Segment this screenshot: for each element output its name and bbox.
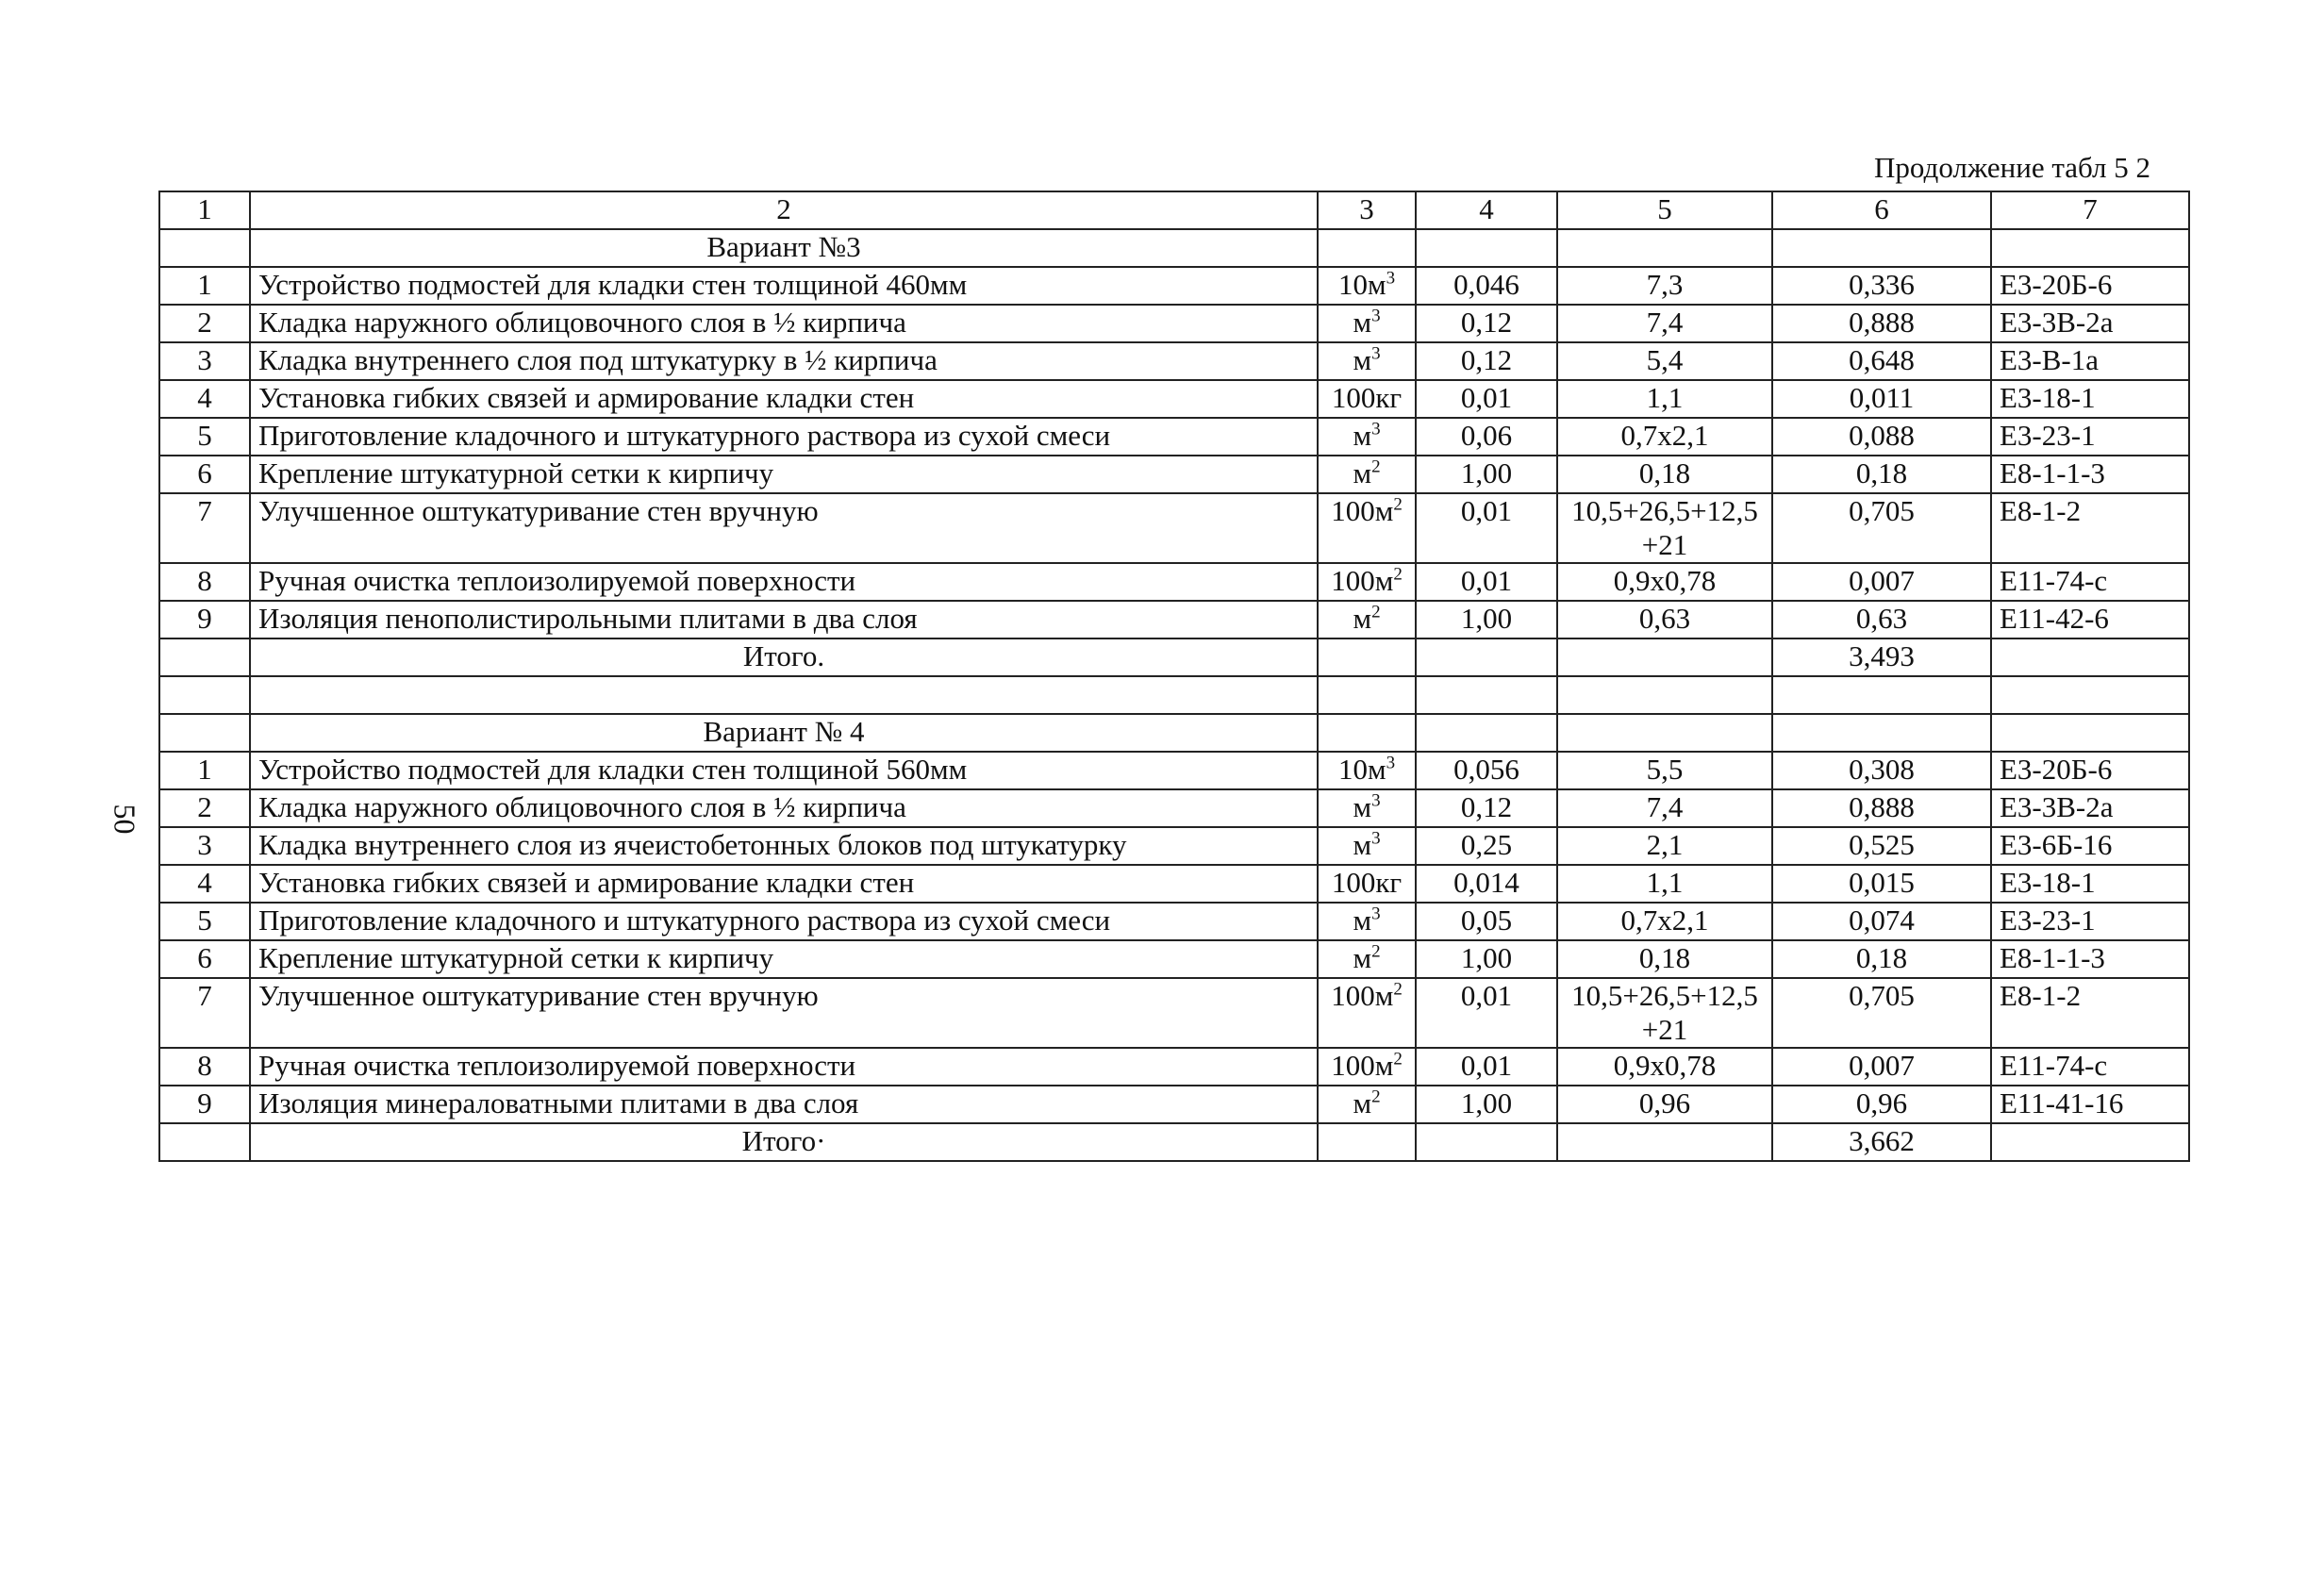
unit: 10м xyxy=(1337,268,1386,301)
total-row xyxy=(159,1123,2189,1161)
unit-exponent: 2 xyxy=(1393,564,1403,585)
header-cell: 4 xyxy=(1416,191,1557,229)
unit-cell xyxy=(1318,752,1416,789)
spacer-row xyxy=(159,676,2189,714)
table-row xyxy=(159,827,2189,865)
norm-code: Е3-23-1 xyxy=(1991,903,2189,940)
unit-cell xyxy=(1318,342,1416,380)
norm-code: Е11-74-с xyxy=(1991,563,2189,601)
labor-total: 0,63 xyxy=(1772,601,1991,638)
total-value: 3,493 xyxy=(1772,638,1991,676)
work-name: Кладка внутреннего слоя под штукатурку в ½ кирпича xyxy=(250,342,1318,380)
empty-cell xyxy=(159,229,250,267)
labor-norm: 1,1 xyxy=(1557,865,1772,903)
work-name: Ручная очистка теплоизолируемой поверхности xyxy=(250,1048,1318,1086)
labor-norm: 0,9х0,78 xyxy=(1557,1048,1772,1086)
table-row xyxy=(159,752,2189,789)
work-name: Кладка внутреннего слоя из ячеистобетонных блоков под штукатурку xyxy=(250,827,1318,865)
row-number: 2 xyxy=(159,305,250,342)
table-caption: Продолжение табл 5 2 xyxy=(1874,151,2150,184)
empty-cell xyxy=(1557,714,1772,752)
unit: м xyxy=(1353,456,1372,489)
norm-code: Е11-42-6 xyxy=(1991,601,2189,638)
labor-total: 0,088 xyxy=(1772,418,1991,456)
empty-cell xyxy=(1991,229,2189,267)
unit: 100м xyxy=(1331,564,1394,597)
norm-code: Е8-1-2 xyxy=(1991,978,2189,1048)
empty-cell xyxy=(1991,638,2189,676)
unit-cell xyxy=(1318,1086,1416,1123)
work-name: Изоляция минераловатными плитами в два слоя xyxy=(250,1086,1318,1123)
unit-cell xyxy=(1318,1048,1416,1086)
labor-total: 0,007 xyxy=(1772,1048,1991,1086)
quantity: 0,01 xyxy=(1416,978,1557,1048)
labor-total: 0,18 xyxy=(1772,456,1991,493)
norm-code: Е3-6Б-16 xyxy=(1991,827,2189,865)
labor-norm: 0,9х0,78 xyxy=(1557,563,1772,601)
table-row xyxy=(159,601,2189,638)
unit: 100м xyxy=(1331,494,1394,527)
labor-total: 0,336 xyxy=(1772,267,1991,305)
work-name: Кладка наружного облицовочного слоя в ½ кирпича xyxy=(250,305,1318,342)
unit-exponent: 3 xyxy=(1371,828,1381,849)
empty-cell xyxy=(1416,676,1557,714)
unit: 100м xyxy=(1331,979,1394,1012)
empty-cell xyxy=(1416,638,1557,676)
labor-total: 0,011 xyxy=(1772,380,1991,418)
total-label: Итого. xyxy=(250,638,1318,676)
labor-total: 0,888 xyxy=(1772,789,1991,827)
table-row xyxy=(159,940,2189,978)
quantity: 0,05 xyxy=(1416,903,1557,940)
quantity: 0,01 xyxy=(1416,563,1557,601)
labor-norm: 2,1 xyxy=(1557,827,1772,865)
unit-cell xyxy=(1318,940,1416,978)
empty-cell xyxy=(1318,638,1416,676)
row-number: 6 xyxy=(159,456,250,493)
empty-cell xyxy=(1318,676,1416,714)
norm-code: Е3-3В-2а xyxy=(1991,789,2189,827)
labor-total: 0,007 xyxy=(1772,563,1991,601)
unit: 100кг xyxy=(1331,381,1403,414)
unit: м xyxy=(1353,941,1372,974)
table-row xyxy=(159,267,2189,305)
empty-cell xyxy=(159,714,250,752)
norm-code: Е3-23-1 xyxy=(1991,418,2189,456)
empty-cell xyxy=(1772,676,1991,714)
quantity: 1,00 xyxy=(1416,601,1557,638)
empty-cell xyxy=(1772,229,1991,267)
labor-total: 0,525 xyxy=(1772,827,1991,865)
unit: м xyxy=(1353,602,1372,635)
quantity: 0,046 xyxy=(1416,267,1557,305)
quantity: 0,25 xyxy=(1416,827,1557,865)
labor-norm: 10,5+26,5+12,5 +21 xyxy=(1557,978,1772,1048)
table-row xyxy=(159,1086,2189,1123)
labor-total: 0,18 xyxy=(1772,940,1991,978)
unit-exponent: 3 xyxy=(1371,790,1381,811)
empty-cell xyxy=(159,1123,250,1161)
row-number: 6 xyxy=(159,940,250,978)
quantity: 1,00 xyxy=(1416,1086,1557,1123)
unit-exponent: 2 xyxy=(1371,602,1381,622)
work-name: Приготовление кладочного и штукатурного раствора из сухой смеси xyxy=(250,418,1318,456)
row-number: 9 xyxy=(159,601,250,638)
work-name: Приготовление кладочного и штукатурного раствора из сухой смеси xyxy=(250,903,1318,940)
quantity: 0,12 xyxy=(1416,342,1557,380)
row-number: 2 xyxy=(159,789,250,827)
table-row xyxy=(159,865,2189,903)
table-row xyxy=(159,380,2189,418)
empty-cell xyxy=(1772,714,1991,752)
empty-cell xyxy=(159,676,250,714)
work-name: Крепление штукатурной сетки к кирпичу xyxy=(250,940,1318,978)
empty-cell xyxy=(1991,1123,2189,1161)
header-cell: 7 xyxy=(1991,191,2189,229)
row-number: 4 xyxy=(159,380,250,418)
row-number: 5 xyxy=(159,418,250,456)
unit-exponent: 2 xyxy=(1393,1049,1403,1070)
empty-cell xyxy=(1557,676,1772,714)
unit-exponent: 2 xyxy=(1393,979,1403,1000)
empty-cell xyxy=(1557,638,1772,676)
unit-exponent: 3 xyxy=(1371,306,1381,326)
norm-code: Е3-18-1 xyxy=(1991,380,2189,418)
quantity: 0,056 xyxy=(1416,752,1557,789)
quantity: 0,01 xyxy=(1416,493,1557,563)
empty-cell xyxy=(1416,1123,1557,1161)
labor-total: 0,648 xyxy=(1772,342,1991,380)
unit-cell xyxy=(1318,827,1416,865)
row-number: 3 xyxy=(159,342,250,380)
table-row xyxy=(159,342,2189,380)
total-value: 3,662 xyxy=(1772,1123,1991,1161)
work-name: Устройство подмостей для кладки стен толщиной 560мм xyxy=(250,752,1318,789)
empty-cell xyxy=(1416,714,1557,752)
unit: м xyxy=(1353,343,1372,376)
header-cell: 5 xyxy=(1557,191,1772,229)
labor-norm: 5,4 xyxy=(1557,342,1772,380)
labor-norm: 0,63 xyxy=(1557,601,1772,638)
unit-cell xyxy=(1318,456,1416,493)
variant-title-row xyxy=(159,714,2189,752)
unit-exponent: 3 xyxy=(1386,268,1396,289)
quantity: 0,014 xyxy=(1416,865,1557,903)
unit-exponent: 3 xyxy=(1386,753,1396,773)
empty-cell xyxy=(159,638,250,676)
unit: 100кг xyxy=(1331,866,1403,899)
table-row xyxy=(159,1048,2189,1086)
work-name: Ручная очистка теплоизолируемой поверхности xyxy=(250,563,1318,601)
work-name: Устройство подмостей для кладки стен толщиной 460мм xyxy=(250,267,1318,305)
quantity: 0,01 xyxy=(1416,380,1557,418)
empty-cell xyxy=(1318,229,1416,267)
row-number: 1 xyxy=(159,267,250,305)
norm-code: Е11-41-16 xyxy=(1991,1086,2189,1123)
row-number: 4 xyxy=(159,865,250,903)
unit-cell xyxy=(1318,380,1416,418)
labor-norm: 7,3 xyxy=(1557,267,1772,305)
table-row xyxy=(159,418,2189,456)
quantity: 0,06 xyxy=(1416,418,1557,456)
labor-norm: 5,5 xyxy=(1557,752,1772,789)
labor-norm: 10,5+26,5+12,5 +21 xyxy=(1557,493,1772,563)
norm-code: Е8-1-1-3 xyxy=(1991,940,2189,978)
header-cell: 3 xyxy=(1318,191,1416,229)
labor-total: 0,308 xyxy=(1772,752,1991,789)
work-name: Установка гибких связей и армирование кладки стен xyxy=(250,380,1318,418)
row-number: 8 xyxy=(159,563,250,601)
work-name: Изоляция пенополистирольными плитами в два слоя xyxy=(250,601,1318,638)
unit-cell xyxy=(1318,563,1416,601)
unit: м xyxy=(1353,904,1372,937)
labor-total: 0,705 xyxy=(1772,978,1991,1048)
unit-cell xyxy=(1318,267,1416,305)
empty-cell xyxy=(1991,714,2189,752)
total-row xyxy=(159,638,2189,676)
labor-norm: 7,4 xyxy=(1557,789,1772,827)
unit: м xyxy=(1353,419,1372,452)
work-name: Крепление штукатурной сетки к кирпичу xyxy=(250,456,1318,493)
quantity: 1,00 xyxy=(1416,940,1557,978)
labor-norm: 0,18 xyxy=(1557,456,1772,493)
table-row xyxy=(159,305,2189,342)
norm-code: Е8-1-2 xyxy=(1991,493,2189,563)
labor-norm: 0,96 xyxy=(1557,1086,1772,1123)
work-name: Кладка наружного облицовочного слоя в ½ кирпича xyxy=(250,789,1318,827)
norm-code: Е3-20Б-6 xyxy=(1991,752,2189,789)
work-name: Улучшенное оштукатуривание стен вручную xyxy=(250,493,1318,563)
labor-total: 0,015 xyxy=(1772,865,1991,903)
labor-norm: 0,7х2,1 xyxy=(1557,418,1772,456)
unit: м xyxy=(1353,790,1372,823)
norm-code: Е8-1-1-3 xyxy=(1991,456,2189,493)
unit-cell xyxy=(1318,305,1416,342)
table-row xyxy=(159,978,2189,1048)
row-number: 9 xyxy=(159,1086,250,1123)
unit-exponent: 2 xyxy=(1393,494,1403,515)
row-number: 8 xyxy=(159,1048,250,1086)
labor-total: 0,074 xyxy=(1772,903,1991,940)
unit: 100м xyxy=(1331,1049,1394,1082)
table-row xyxy=(159,456,2189,493)
labor-norm: 0,7х2,1 xyxy=(1557,903,1772,940)
labor-total: 0,96 xyxy=(1772,1086,1991,1123)
table-row xyxy=(159,493,2189,563)
norm-code: Е3-В-1а xyxy=(1991,342,2189,380)
unit-cell xyxy=(1318,601,1416,638)
empty-cell xyxy=(1557,229,1772,267)
unit-exponent: 2 xyxy=(1371,1086,1381,1107)
variant-title: Вариант №3 xyxy=(250,229,1318,267)
unit: м xyxy=(1353,306,1372,339)
header-cell: 6 xyxy=(1772,191,1991,229)
total-label: Итого· xyxy=(250,1123,1318,1161)
unit-exponent: 3 xyxy=(1371,343,1381,364)
unit-exponent: 2 xyxy=(1371,456,1381,477)
table-row xyxy=(159,903,2189,940)
quantity: 0,12 xyxy=(1416,789,1557,827)
unit-cell xyxy=(1318,865,1416,903)
quantity: 0,01 xyxy=(1416,1048,1557,1086)
norm-code: Е3-18-1 xyxy=(1991,865,2189,903)
row-number: 5 xyxy=(159,903,250,940)
empty-cell xyxy=(1318,714,1416,752)
empty-cell xyxy=(1991,676,2189,714)
row-number: 3 xyxy=(159,827,250,865)
work-name: Улучшенное оштукатуривание стен вручную xyxy=(250,978,1318,1048)
page-number: 50 xyxy=(108,804,142,835)
unit-exponent: 3 xyxy=(1371,904,1381,924)
labor-total: 0,888 xyxy=(1772,305,1991,342)
empty-cell xyxy=(250,676,1318,714)
empty-cell xyxy=(1416,229,1557,267)
norm-code: Е11-74-с xyxy=(1991,1048,2189,1086)
unit-exponent: 2 xyxy=(1371,941,1381,962)
header-cell: 2 xyxy=(250,191,1318,229)
variant-title-row xyxy=(159,229,2189,267)
empty-cell xyxy=(1318,1123,1416,1161)
norm-code: Е3-20Б-6 xyxy=(1991,267,2189,305)
unit-cell xyxy=(1318,903,1416,940)
unit: м xyxy=(1353,1086,1372,1119)
labor-norm: 7,4 xyxy=(1557,305,1772,342)
quantity: 1,00 xyxy=(1416,456,1557,493)
work-volume-table xyxy=(158,191,2190,1162)
unit-cell xyxy=(1318,978,1416,1048)
row-number: 1 xyxy=(159,752,250,789)
row-number: 7 xyxy=(159,493,250,563)
unit: 10м xyxy=(1337,753,1386,786)
unit: м xyxy=(1353,828,1372,861)
unit-cell xyxy=(1318,418,1416,456)
work-name: Установка гибких связей и армирование кладки стен xyxy=(250,865,1318,903)
norm-code: Е3-3В-2а xyxy=(1991,305,2189,342)
empty-cell xyxy=(1557,1123,1772,1161)
column-number-row xyxy=(159,191,2189,229)
row-number: 7 xyxy=(159,978,250,1048)
table-row xyxy=(159,789,2189,827)
unit-cell xyxy=(1318,493,1416,563)
variant-title: Вариант № 4 xyxy=(250,714,1318,752)
labor-norm: 1,1 xyxy=(1557,380,1772,418)
quantity: 0,12 xyxy=(1416,305,1557,342)
labor-total: 0,705 xyxy=(1772,493,1991,563)
unit-exponent: 3 xyxy=(1371,419,1381,439)
unit-cell xyxy=(1318,789,1416,827)
header-cell: 1 xyxy=(159,191,250,229)
labor-norm: 0,18 xyxy=(1557,940,1772,978)
table-row xyxy=(159,563,2189,601)
